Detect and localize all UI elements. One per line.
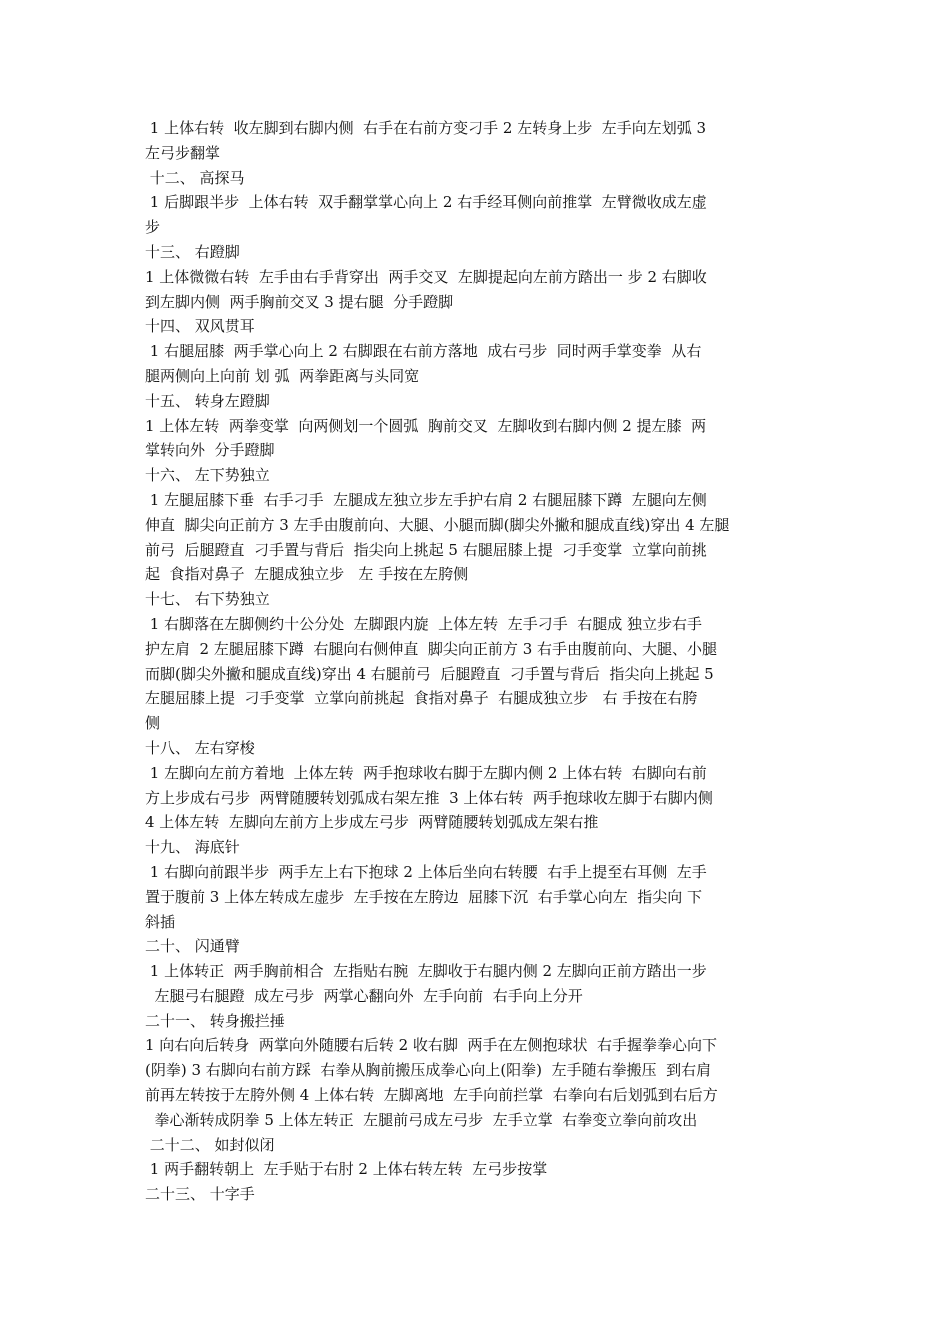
text-line: 置于腹前 3 上体左转成左虚步 左手按在左胯边 屈膝下沉 右手掌心向左 指尖向 下 [145,887,702,906]
text-line: (阴拳) 3 右脚向右前方踩 右拳从胸前搬压成拳心向上(阳拳) 左手随右拳搬压 到右肩 [145,1061,712,1080]
text-line: 1 右脚落在左脚侧约十公分处 左脚跟内旋 上体左转 左手刁手 右腿成 独立步右手 [145,614,703,633]
text-line: 十八、 左右穿梭 [145,738,255,757]
text-line: 十五、 转身左蹬脚 [145,391,270,410]
text-line: 到左脚内侧 两手胸前交叉 3 提右腿 分手蹬脚 [145,292,454,311]
text-line: 1 两手翻转朝上 左手贴于右肘 2 上体右转左转 左弓步按掌 [145,1160,548,1179]
text-line: 左腿弓右腿蹬 成左弓步 两掌心翻向外 左手向前 右手向上分开 [145,986,583,1005]
text-line: 1 右腿屈膝 两手掌心向上 2 右脚跟在右前方落地 成右弓步 同时两手掌变拳 从右 [145,342,702,361]
text-line: 前再左转按于左胯外侧 4 上体右转 左脚离地 左手向前拦掌 右拳向右后划弧到右后方 [145,1086,718,1105]
text-line: 1 上体右转 收左脚到右脚内侧 右手在右前方变刁手 2 左转身上步 左手向左划弧 3 [145,119,707,137]
text-line: 1 右脚向前跟半步 两手左上右下抱球 2 上体后坐向右转腰 右手上提至右耳侧 左手 [145,862,707,881]
document-body [145,116,813,1207]
text-line: 起 食指对鼻子 左腿成独立步 左 手按在左胯侧 [145,565,469,584]
text-line: 左弓步翻掌 [145,143,221,162]
text-line: 腿两侧向上向前 划 弧 两拳距离与头同宽 [145,366,420,385]
text-line: 十六、 左下势独立 [145,466,270,485]
text-line: 十三、 右蹬脚 [145,242,240,261]
text-line: 二十一、 转身搬拦捶 [145,1011,285,1030]
text-line: 1 后脚跟半步 上体右转 双手翻掌掌心向上 2 右手经耳侧向前推掌 左臂微收成左虚 [145,193,707,212]
text-line: 1 左脚向左前方着地 上体左转 两手抱球收右脚于左脚内侧 2 上体右转 右脚向右前 [145,763,707,782]
text-line: 4 上体左转 左脚向左前方上步成左弓步 两臂随腰转划弧成左架右推 [145,813,599,832]
text-line: 十七、 右下势独立 [145,590,270,609]
text-line: 十九、 海底针 [145,838,240,857]
text-line: 二十三、 十字手 [145,1185,255,1204]
text-line: 左腿屈膝上提 刁手变掌 立掌向前挑起 食指对鼻子 右腿成独立步 右 手按在右胯 [145,689,698,708]
text-line: 方上步成右弓步 两臂随腰转划弧成右架左推 3 上体右转 两手抱球收左脚于右脚内侧 [145,788,713,807]
text-line: 二十二、 如封似闭 [145,1135,275,1154]
text-line: 1 上体转正 两手胸前相合 左指贴右腕 左脚收于右腿内侧 2 左脚向正前方踏出一步 [145,962,707,981]
text-line: 侧 [145,714,161,733]
text-line: 1 向右向后转身 两掌向外随腰右后转 2 收右脚 两手在左侧抱球状 右手握拳拳心向下 [145,1036,718,1055]
text-line: 十四、 双风贯耳 [145,317,255,336]
text-line: 斜插 [145,912,176,931]
text-line: 1 左腿屈膝下垂 右手刁手 左腿成左独立步左手护右肩 2 右腿屈膝下蹲 左腿向左侧 [145,490,707,509]
text-line: 护左肩 2 左腿屈膝下蹲 右腿向右侧伸直 脚尖向正前方 3 右手由腹前向、大腿、小腿 [145,639,718,658]
text-line: 二十、 闪通臂 [145,937,240,956]
text-line: 步 [145,218,161,237]
text-line: 伸直 脚尖向正前方 3 左手由腹前向、大腿、小腿而脚(脚尖外撇和腿成直线)穿出 4 左腿 [145,515,730,534]
text-line: 1 上体左转 两拳变掌 向两侧划一个圆弧 胸前交叉 左脚收到右脚内侧 2 提左膝 两 [145,416,707,435]
text-line: 而脚(脚尖外撇和腿成直线)穿出 4 右腿前弓 后腿蹬直 刁手置与背后 指尖向上挑起 5 [145,664,714,683]
text-line: 十二、 高探马 [145,168,245,187]
text-line: 1 上体微微右转 左手由右手背穿出 两手交叉 左脚提起向左前方踏出一 步 2 右脚收 [145,267,707,286]
text-line: 拳心渐转成阴拳 5 上体左转正 左腿前弓成左弓步 左手立掌 右拳变立拳向前攻出 [145,1110,698,1129]
text-line: 前弓 后腿蹬直 刁手置与背后 指尖向上挑起 5 右腿屈膝上提 刁手变掌 立掌向前挑 [145,540,707,559]
text-line: 掌转向外 分手蹬脚 [145,441,275,460]
